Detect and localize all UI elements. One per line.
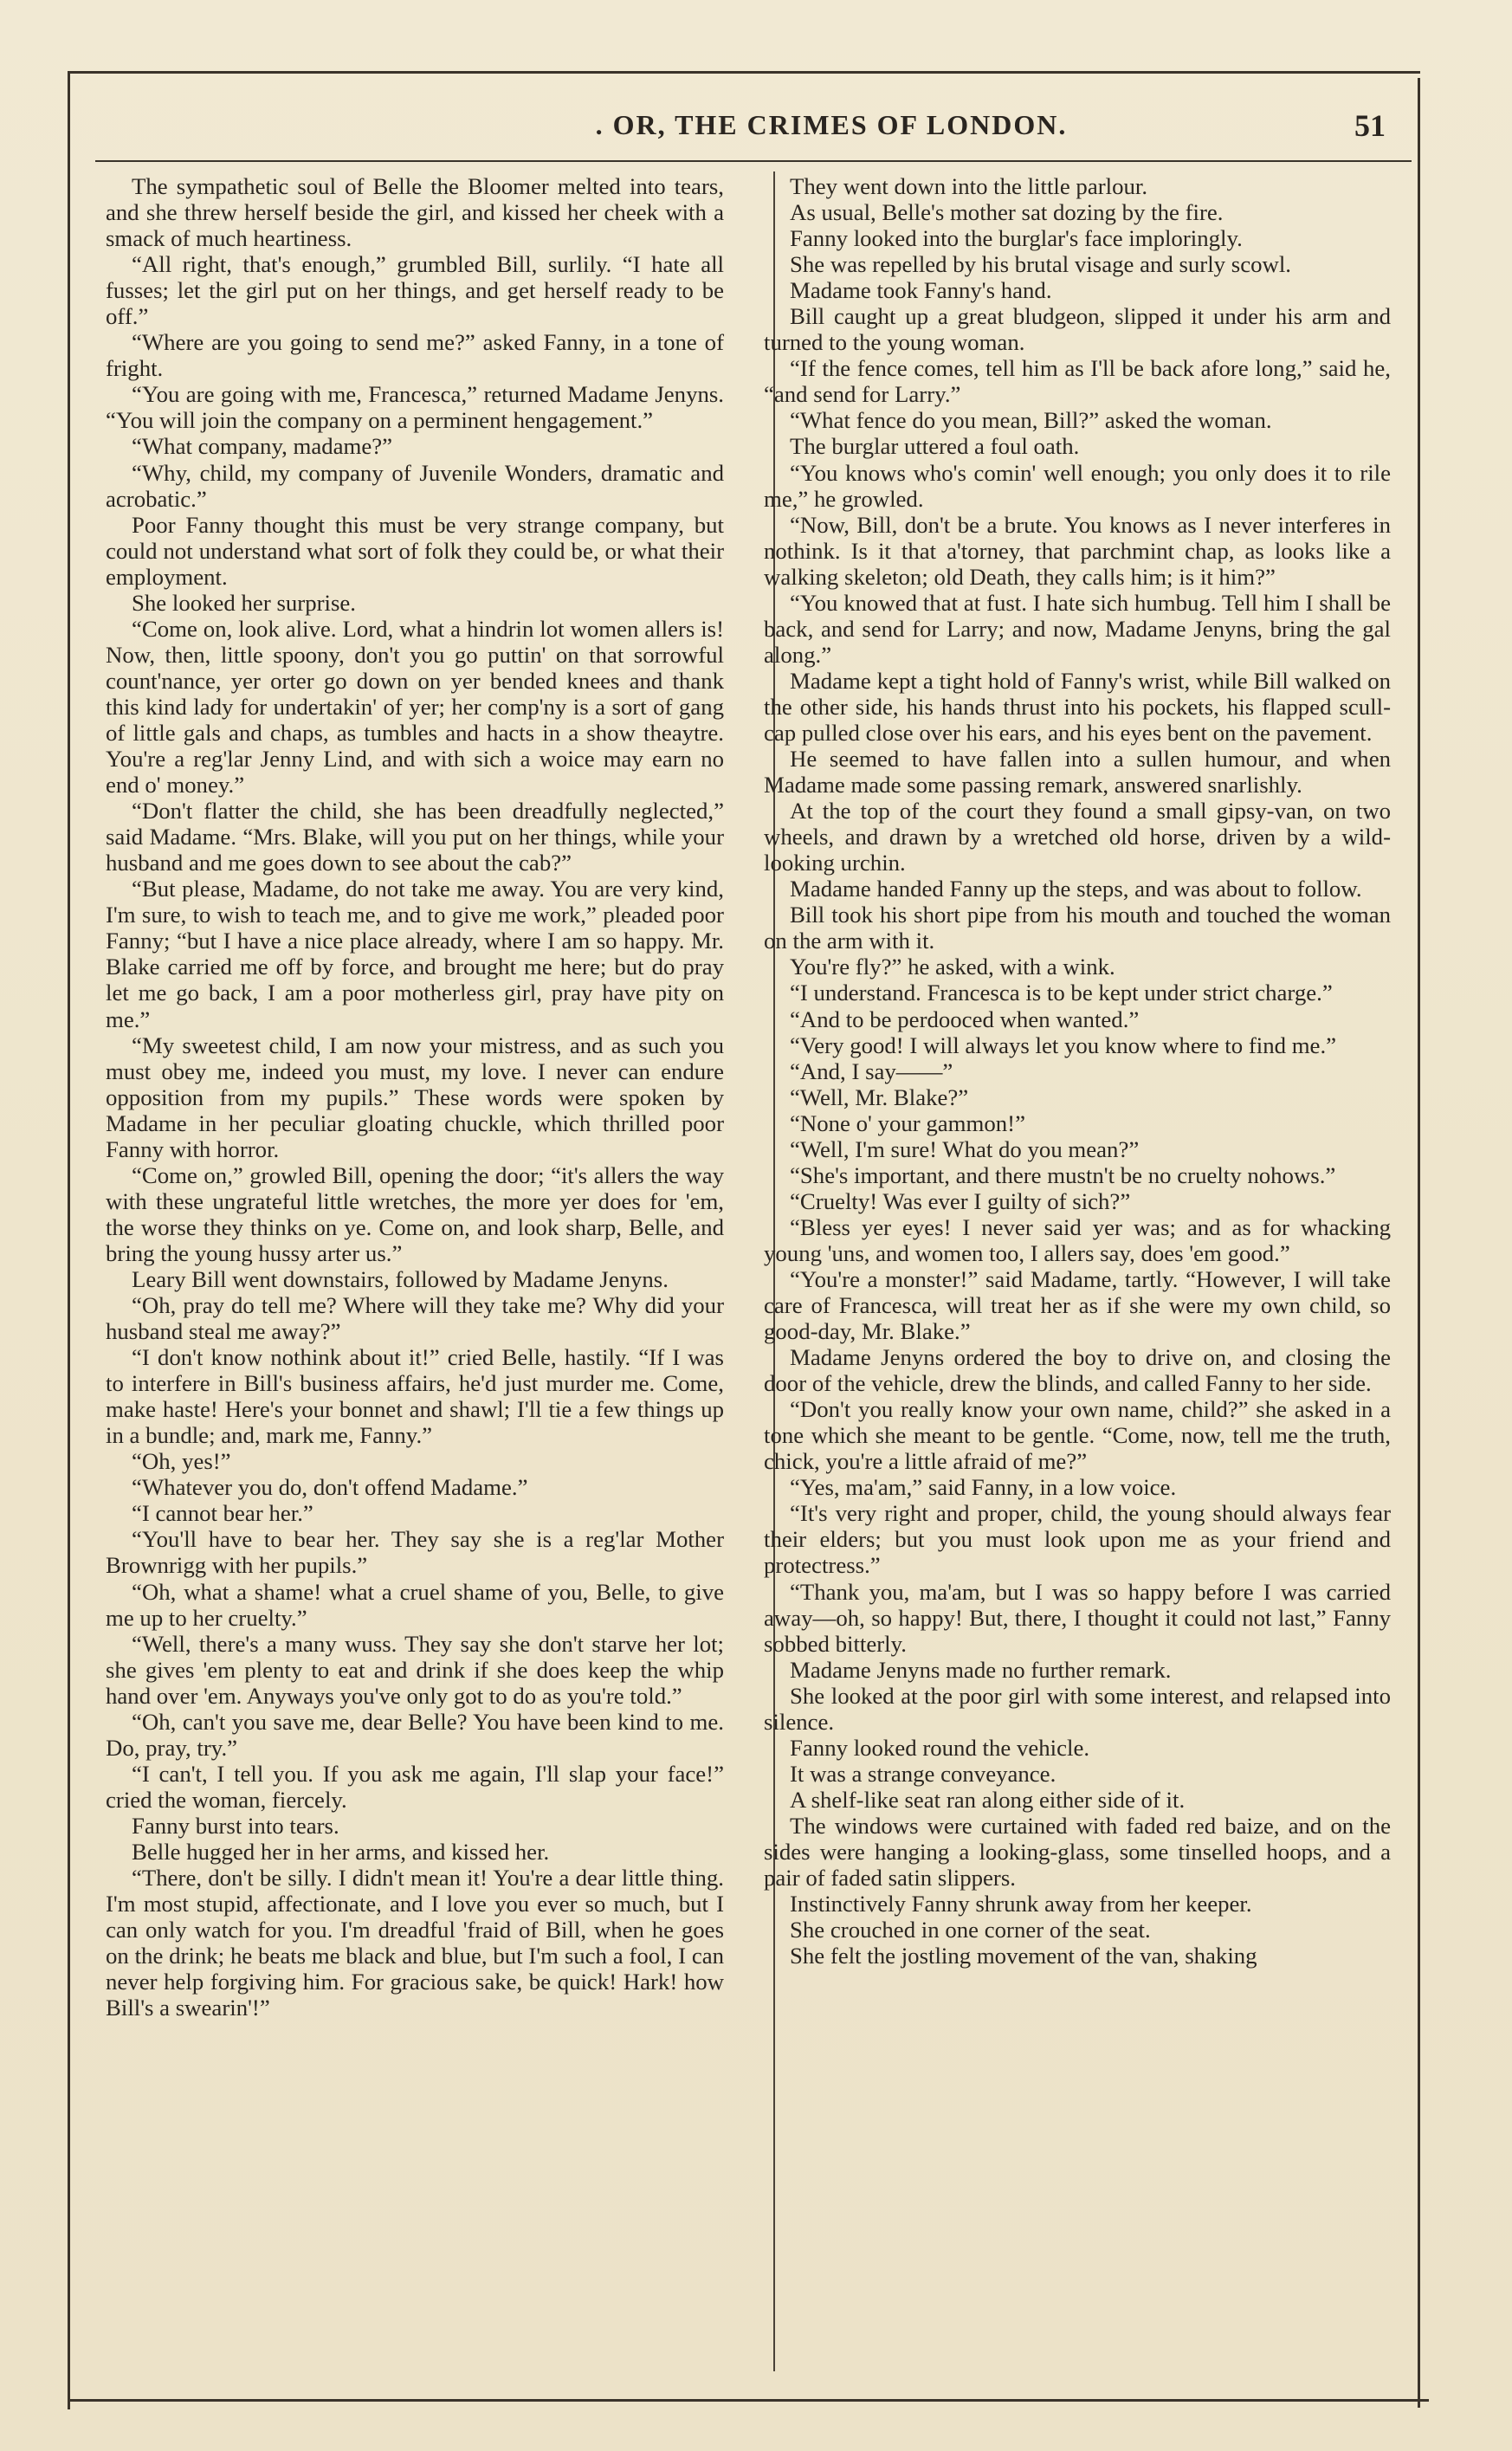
paragraph: The windows were curtained with faded red baize, and on the sides were hanging a looking-glass, some tinselled hoops, and a pair of faded satin slippers. — [764, 1812, 1391, 1892]
paragraph: “You'll have to bear her. They say she is a reg'lar Mother Brownrigg with her pupils.” — [106, 1526, 724, 1579]
paragraph: Poor Fanny thought this must be very strange company, but could not understand what sort of folk they could be, or what their employment. — [106, 511, 724, 590]
paragraph: “Why, child, my company of Juvenile Wonders, dramatic and acrobatic.” — [106, 459, 724, 512]
paragraph: “I don't know nothink about it!” cried Belle, hastily. “If I was to interfere in Bill's business affairs, he'd just murder me. Come, make haste! Here's your bonnet and shawl; I'll tie a few things up in a bundle; and, mark me, Fanny.” — [106, 1344, 724, 1449]
paragraph: Leary Bill went downstairs, followed by Madame Jenyns. — [132, 1265, 669, 1292]
paragraph: He seemed to have fallen into a sullen humour, and when Madame made some passing remark, answered snarlishly. — [764, 746, 1391, 799]
paragraph: Bill took his short pipe from his mouth and touched the woman on the arm with it. — [764, 902, 1391, 954]
paragraph: “You knows who's comin' well enough; you only does it to rile me,” he growled. — [764, 459, 1391, 512]
paragraph: “Don't flatter the child, she has been dreadfully neglected,” said Madame. “Mrs. Blake, will you put on her things, while your husband and me goes down to see about the cab?” — [106, 798, 724, 876]
paragraph: “Very good! I will always let you know where to find me.” — [790, 1031, 1337, 1058]
paragraph: The sympathetic soul of Belle the Bloomer melted into tears, and she threw herself beside the girl, and kissed her cheek with a smack of much heartiness. — [106, 173, 724, 252]
paragraph: “I cannot bear her.” — [132, 1500, 313, 1527]
paragraph: “Don't you really know your own name, child?” she asked in a tone which she meant to be gentle. “Come, now, tell me the truth, chick, you're a little afraid of me?” — [764, 1396, 1391, 1475]
paragraph: “You knowed that at fust. I hate sich humbug. Tell him I shall be back, and send for Larry; and now, Madame Jenyns, bring the gal along.” — [764, 589, 1391, 668]
running-title: . OR, THE CRIMES OF LONDON. — [595, 109, 1068, 140]
paragraph: “Well, Mr. Blake?” — [790, 1083, 969, 1110]
paragraph: “If the fence comes, tell him as I'll be back afore long,” said he, “and send for Larry.” — [764, 355, 1391, 408]
paragraph: “All right, that's enough,” grumbled Bill, surlily. “I hate all fusses; let the girl put on her things, and get herself ready to be off.” — [106, 251, 724, 330]
paragraph: At the top of the court they found a small gipsy-van, on two wheels, and drawn by a wretched old horse, driven by a wild-looking urchin. — [764, 798, 1391, 876]
paragraph: Madame Jenyns made no further remark. — [790, 1656, 1172, 1683]
paragraph: They went down into the little parlour. — [790, 173, 1148, 199]
paragraph: It was a strange conveyance. — [790, 1760, 1056, 1787]
frame-rule-right — [1418, 78, 1420, 2408]
page-number: 51 — [1354, 108, 1386, 143]
paragraph: “What company, madame?” — [132, 433, 393, 460]
paragraph: “Thank you, ma'am, but I was so happy before I was carried away—oh, so happy! But, there, I thought it could not last,” Fanny sobbed bitterly. — [764, 1578, 1391, 1657]
paragraph: You're fly?” he asked, with a wink. — [790, 954, 1115, 980]
paragraph: “And, I say——” — [790, 1057, 953, 1084]
paragraph: She was repelled by his brutal visage and surly scowl. — [790, 251, 1291, 278]
frame-rule-top — [68, 71, 1420, 74]
paragraph: “Oh, pray do tell me? Where will they take me? Why did your husband steal me away?” — [106, 1292, 724, 1345]
paragraph: She looked at the poor girl with some interest, and relapsed into silence. — [764, 1682, 1391, 1735]
paragraph: “Come on, look alive. Lord, what a hindrin lot women allers is! Now, then, little spoony, don't you go puttin' on that sorrowful count'nance, yer orter go down on yer bended knees and thank this kind lady for undertakin' of yer; her comp'ny is a sort of gang of little gals and chaps, as tumbles and hacts in a show theaytre. You're a reg'lar Jenny Lind, and with sich a woice may earn no end o' money.” — [106, 615, 724, 799]
right-column — [764, 173, 1391, 1969]
paragraph: “She's important, and there mustn't be no cruelty nohows.” — [790, 1161, 1336, 1188]
paragraph: Madame took Fanny's hand. — [790, 277, 1052, 304]
paragraph: “Whatever you do, don't offend Madame.” — [132, 1474, 528, 1501]
header-rule — [95, 160, 1412, 162]
paragraph: “You are going with me, Francesca,” returned Madame Jenyns. “You will join the company on a perminent hengagement.” — [106, 381, 724, 434]
paragraph: “Where are you going to send me?” asked Fanny, in a tone of fright. — [106, 329, 724, 382]
paragraph: “Oh, what a shame! what a cruel shame of you, Belle, to give me up to her cruelty.” — [106, 1578, 724, 1631]
paragraph: “Bless yer eyes! I never said yer was; and as for whacking young 'uns, and women too, I allers say, does 'em good.” — [764, 1213, 1391, 1266]
paragraph: “Well, there's a many wuss. They say she don't starve her lot; she gives 'em plenty to eat and drink if she does keep the whip hand over 'em. Anyways you've only got to do as you're told.” — [106, 1630, 724, 1709]
paragraph: “None o' your gammon!” — [790, 1109, 1025, 1136]
paragraph: Instinctively Fanny shrunk away from her keeper. — [790, 1891, 1252, 1917]
paragraph: She crouched in one corner of the seat. — [790, 1917, 1151, 1943]
paragraph: “Well, I'm sure! What do you mean?” — [790, 1135, 1140, 1162]
page-header — [78, 109, 1403, 158]
paragraph: “Yes, ma'am,” said Fanny, in a low voice. — [790, 1474, 1177, 1501]
paragraph: The burglar uttered a foul oath. — [790, 433, 1080, 460]
paragraph: “Now, Bill, don't be a brute. You knows as I never interferes in nothink. Is it that a'torney, that parchmint chap, as looks like a walking skeleton; old Death, they calls him; is it him?” — [764, 511, 1391, 590]
paragraph: “I understand. Francesca is to be kept under strict charge.” — [790, 980, 1333, 1006]
paragraph: “You're a monster!” said Madame, tartly. “However, I will take care of Francesca, will treat her as if she were my own child, so good-day, Mr. Blake.” — [764, 1265, 1391, 1345]
paragraph: “Come on,” growled Bill, opening the door; “it's allers the way with these ungrateful little wretches, the more yer does for 'em, the worse they thinks on ye. Come on, and look sharp, Belle, and bring the young hussy arter us.” — [106, 1161, 724, 1266]
paragraph: Madame handed Fanny up the steps, and was about to follow. — [790, 876, 1362, 902]
paragraph: “Oh, can't you save me, dear Belle? You have been kind to me. Do, pray, try.” — [106, 1708, 724, 1761]
frame-rule-left — [68, 71, 70, 2409]
paragraph: Fanny burst into tears. — [132, 1812, 339, 1839]
paragraph: Fanny looked round the vehicle. — [790, 1734, 1090, 1761]
paragraph: “My sweetest child, I am now your mistress, and as such you must obey me, indeed you must, my love. I never can endure opposition from my pupils.” These words were spoken by Madame in her peculiar gloating chuckle, which thrilled poor Fanny with horror. — [106, 1031, 724, 1162]
paragraph: She felt the jostling movement of the van, shaking — [790, 1943, 1257, 1969]
paragraph: Madame kept a tight hold of Fanny's wrist, while Bill walked on the other side, his hands thrust into his pockets, his flapped scull-cap pulled close over his ears, and his eyes bent on the pavement. — [764, 667, 1391, 746]
paragraph: “Cruelty! Was ever I guilty of sich?” — [790, 1187, 1131, 1214]
paragraph: As usual, Belle's mother sat dozing by the fire. — [790, 199, 1224, 226]
paragraph: A shelf-like seat ran along either side of it. — [790, 1786, 1186, 1813]
paragraph: Bill caught up a great bludgeon, slipped it under his arm and turned to the young woman. — [764, 303, 1391, 356]
paragraph: “But please, Madame, do not take me away. You are very kind, I'm sure, to wish to teach me, and to give me work,” pleaded poor Fanny; “but I have a nice place already, where I am so happy. Mr. Blake carried me off by force, and brought me here; but do pray let me go back, I am a poor motherless girl, pray have pity on me.” — [106, 876, 724, 1032]
paragraph: “And to be perdooced when wanted.” — [790, 1006, 1140, 1032]
paragraph: “Oh, yes!” — [132, 1448, 231, 1475]
paragraph: Belle hugged her in her arms, and kissed her. — [132, 1839, 550, 1865]
paragraph: Madame Jenyns ordered the boy to drive on, and closing the door of the vehicle, drew the blinds, and called Fanny to her side. — [764, 1344, 1391, 1397]
paragraph: “It's very right and proper, child, the young should always fear their elders; but you must look upon me as your friend and protectress.” — [764, 1500, 1391, 1579]
left-column — [106, 173, 724, 2021]
paragraph: “There, don't be silly. I didn't mean it! You're a dear little thing. I'm most stupid, affectionate, and I love you ever so much, but I can only watch for you. I'm dreadful 'fraid of Bill, when he goes on the drink; he beats me black and blue, but I'm such a fool, I can never help forgiving him. For gracious sake, be quick! Hark! how Bill's a swearin'!” — [106, 1865, 724, 2021]
frame-rule-bottom — [68, 2399, 1429, 2402]
paragraph: “What fence do you mean, Bill?” asked the woman. — [790, 407, 1272, 434]
paragraph: Fanny looked into the burglar's face imploringly. — [790, 225, 1243, 252]
paragraph: “I can't, I tell you. If you ask me again, I'll slap your face!” cried the woman, fiercely. — [106, 1760, 724, 1813]
paragraph: She looked her surprise. — [132, 589, 356, 616]
